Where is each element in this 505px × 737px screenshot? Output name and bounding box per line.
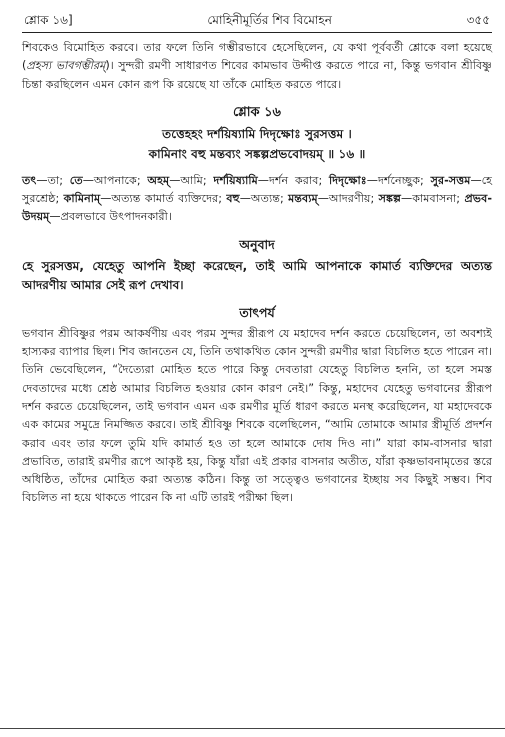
synonym-meaning: প্রবলভাবে উৎপাদনকারী <box>60 210 168 224</box>
synonym-word: বহু <box>226 192 240 206</box>
translation-heading: অনুবাদ <box>239 236 275 252</box>
synonym-word: তৎ <box>22 173 37 187</box>
verse-reference: শ্লোক ১৬] <box>24 13 73 27</box>
translation-text: হে সুরসত্তম, যেহেতু আপনি ইচ্ছা করেছেন, তাই আমি আপনাকে কামার্ত ব্যক্তিদের অত্যন্ত আদরণীয় আমার সেই রূপ দেখাব। <box>22 258 492 292</box>
synonym-meaning: তা <box>47 173 60 187</box>
header-rule <box>22 32 492 33</box>
synonym-meaning: অত্যন্ত <box>250 192 280 206</box>
synonym-word: অহম্ <box>147 173 170 187</box>
synonym-meaning: আমি <box>180 173 203 187</box>
verse-heading: শ্লোক ১৬ <box>232 104 282 120</box>
purport-heading: তাৎপর্য <box>239 304 275 320</box>
synonym-word: দিদৃক্ষোঃ <box>329 173 367 187</box>
synonym-meaning: দর্শন করাব <box>268 173 319 187</box>
synonym-word: মন্তব্যম্ <box>288 192 318 206</box>
intro-quote: প্রহস্য ভাবগম্ভীরম্ <box>26 59 106 73</box>
synonym-word: দর্শয়িষ্যামি <box>213 173 258 187</box>
synonym-meaning: আপনাকে <box>93 173 137 187</box>
verse-line-2: কামিনাং বহু মন্তব্যং সঙ্কল্পপ্রভবোদয়ম্ ॥ ১৬ ॥ <box>148 146 366 161</box>
book-page <box>22 12 492 508</box>
synonym-meaning: আদরণীয় <box>328 192 371 206</box>
purport-text: ভগবান শ্রীবিষ্ণুর পরম আকর্ষণীয় এবং পরম সুন্দর স্ত্রীরূপ যে মহাদেব দর্শন করতে চেয়েছিলেন, তা অবশ্যই হাস্যকর ব্যাপার ছিল। শিব জানতেন যে, তিনি তথাকথিত কোন সুন্দরী রমণীর দ্বারা বিচলিত হতে পারেন না। তিনি ভেবেছিলেন, “দৈত্যেরা মোহিত হতে পারে কিন্তু দেবতারা যেহেতু বিচলিত হননি, তা হলে সমস্ত দেবতাদের মধ্যে শ্রেষ্ঠ আমার বিচলিত হওয়ার কোন কারণ নেই।” কিন্তু, মহাদেব যেহেতু ভগবানের স্ত্রীরূপ দর্শন করতে চেয়েছিলেন, তাই ভগবান এমন এক রমণীর মূর্তি ধারণ করতে মনস্থ করেছিলেন, যা মহাদেবকে এক কামের সমুদ্রে নিমজ্জিত করবে। তাই শ্রীবিষ্ণু শিবকে বলেছিলেন, “আমি তোমাকে আমার স্ত্রীমূর্তি প্রদর্শন করাব এবং তার ফলে তুমি যদি কামার্ত হও তা হলে আমাকে দোষ দিও না।” যারা কাম-বাসনার দ্বারা প্রভাবিত, তারাই রমণীর রূপে আকৃষ্ট হয়, কিন্তু যাঁরা এই প্রকার বাসনার অতীত, যাঁরা কৃষ্ণভাবনামৃতের স্তরে অধিষ্ঠিত, তাঁদের মোহিত করা অত্যন্ত কঠিন। কিন্তু তা সত্ত্বেও ভগবানের ইচ্ছায় সব কিছুই সম্ভব। শিব বিচলিত না হয়ে থাকতে পারেন কি না এটি তারই পরীক্ষা ছিল। <box>22 326 492 505</box>
synonym-word: প্রভব-উদয়ম্ <box>22 192 492 224</box>
synonym-word: সুর-সত্তম <box>430 173 471 187</box>
intro-paragraph <box>22 39 492 94</box>
footer-rule <box>0 728 505 729</box>
synonym-word: তে <box>69 173 83 187</box>
synonym-word: সঙ্কল্প <box>378 192 402 206</box>
verse-line-1: তত্তেহহং দর্শয়িষ্যামি দিদৃক্ষোঃ সুরসত্তম । <box>162 126 352 141</box>
page-number: ৩৫৫ <box>466 13 490 27</box>
intro-text-end: )। সুন্দরী রমণী সাধারণত শিবের কামভাব উদ্দীপ্ত করতে পারে না, কিন্তু ভগবান শ্রীবিষ্ণু চিন্তা করছিলেন এমন কোন রূপ কি রয়েছে যা তাঁকে মোহিত করতে পারে। <box>22 59 492 91</box>
synonym-meaning: হে সুরশ্রেষ্ঠ <box>22 173 493 206</box>
synonym-meaning: অত্যন্ত কামার্ত ব্যক্তিদের <box>111 192 219 206</box>
synonym-word: কামিনাম্ <box>63 192 101 206</box>
synonym-meaning: কামবাসনা <box>412 192 457 206</box>
intro-text-start: শিবকেও বিমোহিত করবে। তার ফলে তিনি গম্ভীরভাবে হেসেছিলেন, যে কথা পূর্ববর্তী শ্লোকে বলা হয়েছে ( <box>22 41 492 73</box>
word-for-word-synonyms: তৎ—তা; তে—আপনাকে; অহম্—আমি; দর্শয়িষ্যামি—দর্শন করাব; দিদৃক্ষোঃ—দর্শনেচ্ছুক; সুর-সত্তম—হে সুরশ্রেষ্ঠ; কামিনাম্—অত্যন্ত কামার্ত ব্যক্তিদের; বহু—অত্যন্ত; মন্তব্যম্—আদরণীয়; সঙ্কল্প—কামবাসনা; প্রভব-উদয়ম্—প্রবলভাবে উৎপাদনকারী। <box>22 173 493 224</box>
chapter-title: মোহিনীমূর্তির শিব বিমোহন <box>207 13 332 27</box>
running-header <box>22 12 492 30</box>
synonym-meaning: দর্শনেচ্ছুক <box>377 173 421 187</box>
